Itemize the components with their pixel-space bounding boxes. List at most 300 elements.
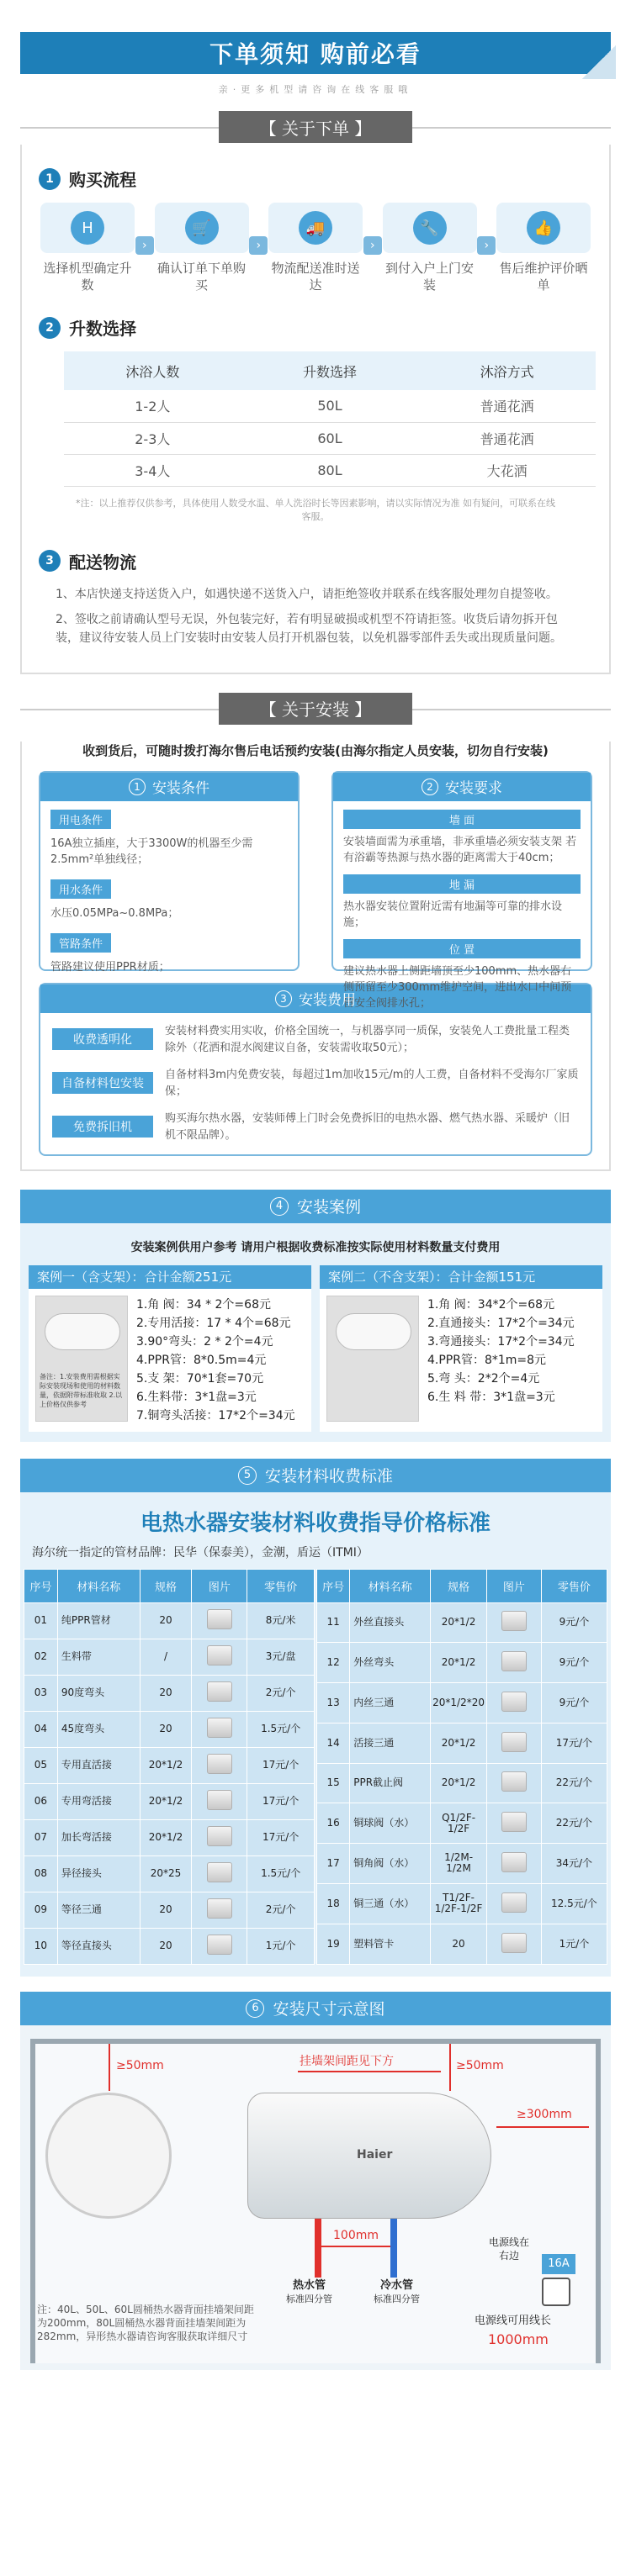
flow-step-box — [155, 203, 249, 253]
cases-list — [20, 1265, 611, 1442]
cart-icon: 🛒 — [185, 211, 219, 245]
table-row — [64, 390, 596, 422]
column-header: 材料名称 — [350, 1569, 431, 1602]
case-item: 6.生料带：3*1盘=3元 — [136, 1390, 257, 1404]
case-item: 4.PPR管：8*1m=8元 — [427, 1353, 547, 1367]
table-row — [317, 1643, 607, 1683]
logistics-paragraph: 1、本店快递支持送货入户，如遇快递不送货入户，请拒绝签收并联系在线客服处理勿自提签收。 — [56, 587, 558, 601]
fee-text: 安装材料费实用实收，价格全国统一，与机器享同一质保，安装免人工费批量工程类除外（花洒和混水阀建议自备，安装需收取50元）； — [165, 1024, 570, 1054]
table-cell: 12 — [317, 1643, 350, 1683]
step-number: 2 — [422, 779, 438, 795]
install-conditions-header — [40, 773, 298, 801]
table-cell: 02 — [24, 1639, 58, 1675]
table-row — [64, 454, 596, 486]
fee-tag: 免费拆旧机 — [52, 1116, 153, 1138]
step-number: 1 — [129, 779, 146, 795]
case-item: 1.角 阀：34*2个=68元 — [427, 1297, 555, 1312]
table-cell: 9元/个 — [541, 1643, 607, 1683]
table-cell: 80L — [241, 454, 419, 486]
pipe-fitting-icon — [501, 1812, 527, 1832]
material-image-cell — [487, 1763, 542, 1803]
dimension-diagram — [20, 2025, 611, 2370]
case-photo — [35, 1296, 128, 1422]
step-number: 2 — [39, 317, 61, 339]
table-header-row — [317, 1569, 607, 1602]
table-cell: 铜三通（水） — [350, 1883, 431, 1924]
material-image-cell — [192, 1928, 247, 1964]
flow-step-label: 选择机型确定升数 — [43, 261, 132, 293]
table-row — [317, 1844, 607, 1884]
wire-side-label: 电源线在右边 — [488, 2236, 529, 2262]
table-cell: 等径三通 — [57, 1892, 140, 1928]
step-title-text: 升数选择 — [69, 319, 136, 339]
table-row — [317, 1803, 607, 1844]
material-image-cell — [192, 1747, 247, 1783]
table-cell: 20*1/2*20 — [431, 1683, 487, 1723]
table-cell: 20*1/2 — [140, 1747, 192, 1783]
table-cell: 19 — [317, 1924, 350, 1964]
table-cell: 20 — [140, 1711, 192, 1747]
purchase-flow — [40, 203, 591, 293]
pipe-fitting-icon — [207, 1898, 232, 1919]
step-title-text: 购买流程 — [69, 170, 136, 190]
dimension-footnote: 注：40L、50L、60L圆桶热水器背面挂墙架间距为200mm，80L圆桶热水器背面挂墙架间距为282mm，异形热水器请咨询客服获取详细尺寸 — [37, 2303, 254, 2342]
heater-image — [45, 1313, 120, 1350]
material-image-cell — [192, 1855, 247, 1892]
pipe-fitting-icon — [207, 1935, 232, 1955]
material-image-cell — [192, 1675, 247, 1711]
pipe-gap-label: 100mm — [333, 2228, 379, 2242]
case-item: 4.PPR管：8*0.5m=4元 — [136, 1353, 267, 1367]
table-row — [24, 1819, 315, 1855]
flow-step-label: 物流配送准时送达 — [271, 261, 360, 293]
condition-text-water: 水压0.05MPa~0.8MPa； — [50, 906, 179, 920]
material-image-cell — [192, 1892, 247, 1928]
table-row — [24, 1639, 315, 1675]
materials-brands: 海尔统一指定的管材品牌：民华（保泰美），金潮，盾运（ITMI） — [32, 1545, 369, 1560]
condition-tag-power: 用电条件 — [50, 810, 111, 829]
table-cell: 2元/个 — [247, 1892, 315, 1928]
pipe-fitting-icon — [207, 1609, 232, 1629]
table-cell: 3元/盘 — [247, 1639, 315, 1675]
table-row — [24, 1675, 315, 1711]
table-cell: PPR截止阀 — [350, 1763, 431, 1803]
pipe-gap-marker — [321, 2246, 390, 2247]
section-number: 6 — [246, 1999, 264, 2018]
top-banner — [20, 32, 611, 74]
table-cell: 专用直活接 — [57, 1747, 140, 1783]
hot-water-pipe — [315, 2219, 321, 2278]
fee-tag: 收费透明化 — [52, 1028, 153, 1050]
table-cell: 16 — [317, 1803, 350, 1844]
materials-table-title: 电热水器安装材料收费指导价格标准 — [140, 1510, 490, 1536]
step-number: 3 — [275, 990, 292, 1007]
banner-corner-decoration — [582, 45, 616, 79]
table-cell: 异径接头 — [57, 1855, 140, 1892]
chevron-right-icon: › — [135, 236, 154, 255]
cold-pipe-title: 冷水管 — [379, 2278, 413, 2292]
wire-length-value: 1000mm — [488, 2331, 549, 2347]
haier-logo-icon: H — [71, 211, 104, 245]
column-header: 升数选择 — [241, 351, 419, 390]
install-section-header — [0, 693, 631, 726]
table-row — [24, 1602, 315, 1639]
table-cell: 50L — [241, 390, 419, 422]
chevron-right-icon: › — [249, 236, 268, 255]
dimensions-header — [20, 1992, 611, 2025]
material-image-cell — [192, 1711, 247, 1747]
table-cell: 1/2M-1/2M — [431, 1844, 487, 1884]
pipe-fitting-icon — [501, 1771, 527, 1792]
case-item: 5.支 架：70*1套=70元 — [136, 1371, 264, 1386]
condition-tag-water: 用水条件 — [50, 879, 111, 899]
fee-row — [52, 1023, 579, 1057]
cases-area — [20, 1223, 611, 1442]
table-cell: 内丝三通 — [350, 1683, 431, 1723]
column-header: 零售价 — [541, 1569, 607, 1602]
materials-table-right — [316, 1569, 607, 1965]
install-conditions-box — [39, 771, 300, 974]
table-cell: 20 — [431, 1924, 487, 1964]
chevron-right-icon: › — [477, 236, 496, 255]
table-cell: 11 — [317, 1602, 350, 1643]
hot-pipe-sub: 标准四分管 — [286, 2293, 332, 2304]
section-number: 5 — [238, 1466, 257, 1485]
table-cell: 纯PPR管材 — [57, 1602, 140, 1639]
case-items — [136, 1296, 295, 1425]
table-cell: 外丝直接头 — [350, 1602, 431, 1643]
material-image-cell — [192, 1783, 247, 1819]
cold-pipe-label — [374, 2279, 420, 2306]
table-cell: Q1/2F-1/2F — [431, 1803, 487, 1844]
install-section-title: 【 关于安装 】 — [219, 693, 412, 725]
order-section-header — [0, 111, 631, 145]
table-cell: 45度弯头 — [57, 1711, 140, 1747]
table-cell: 13 — [317, 1683, 350, 1723]
table-cell: 20*1/2 — [140, 1819, 192, 1855]
table-cell: 专用弯活接 — [57, 1783, 140, 1819]
column-header: 图片 — [192, 1569, 247, 1602]
table-cell: 17元/个 — [247, 1819, 315, 1855]
condition-tag-pipe: 管路条件 — [50, 933, 111, 953]
top-subtitle: 亲·更多机型请咨询在线客服哦 — [218, 84, 413, 95]
case-photo — [326, 1296, 419, 1422]
box-title: 安装费用 — [299, 992, 356, 1009]
capacity-note: *注：以上推荐仅供参考，具体使用人数受水温、单人洗浴时长等因素影响，请以实际情况为准 如有疑问，可联系在线客服。 — [76, 497, 555, 522]
table-cell: 18 — [317, 1883, 350, 1924]
table-cell: 12.5元/个 — [541, 1883, 607, 1924]
pipe-fitting-icon — [207, 1718, 232, 1738]
section-title: 安装材料收费标准 — [264, 1467, 393, 1486]
table-cell: 17元/个 — [247, 1783, 315, 1819]
flow-step — [383, 203, 477, 293]
capacity-title — [39, 315, 609, 340]
fee-text: 购买海尔热水器，安装师傅上门时会免费拆旧的电热水器、燃气热水器、采暖炉（旧机不限品牌）。 — [165, 1111, 570, 1142]
power-socket-icon — [542, 2278, 570, 2306]
table-cell: 活接三通 — [350, 1723, 431, 1763]
table-cell: 9元/个 — [541, 1683, 607, 1723]
table-cell: 20*1/2 — [431, 1763, 487, 1803]
table-header-row — [64, 351, 596, 390]
socket-rating-label: 16A — [542, 2254, 575, 2274]
material-image-cell — [487, 1803, 542, 1844]
column-header: 图片 — [487, 1569, 542, 1602]
pipe-fitting-icon — [501, 1651, 527, 1671]
case-item: 2.直通接头：17*2个=34元 — [427, 1316, 575, 1330]
table-row — [24, 1783, 315, 1819]
case-item: 3.弯通接头：17*2个=34元 — [427, 1334, 575, 1349]
table-cell: 生料带 — [57, 1639, 140, 1675]
thumbs-up-icon: 👍 — [527, 211, 560, 245]
table-header-row — [24, 1569, 315, 1602]
chevron-right-icon: › — [363, 236, 382, 255]
hanger-label: 挂墙架间距见下方 — [300, 2054, 394, 2068]
flow-step-label: 到付入户上门安装 — [384, 261, 474, 293]
pipe-fitting-icon — [207, 1645, 232, 1665]
table-cell: 普通花洒 — [418, 390, 596, 422]
section-number: 4 — [270, 1197, 289, 1216]
table-row — [24, 1855, 315, 1892]
pipe-fitting-icon — [207, 1681, 232, 1702]
table-cell: 1元/个 — [247, 1928, 315, 1964]
table-row — [24, 1711, 315, 1747]
fee-text: 自备材料3m内免费安装，每超过1m加收15元/m的人工费，自备材料不受海尔厂家质保； — [165, 1068, 579, 1098]
table-row — [317, 1602, 607, 1643]
top-gap-marker — [449, 2044, 451, 2091]
table-cell: 17元/个 — [541, 1723, 607, 1763]
logistics-title — [39, 549, 609, 573]
table-cell: 20 — [140, 1675, 192, 1711]
table-cell: 20 — [140, 1892, 192, 1928]
table-cell: 20*1/2 — [431, 1602, 487, 1643]
pipe-fitting-icon — [207, 1826, 232, 1846]
fee-row — [52, 1067, 579, 1101]
heater-image — [336, 1313, 411, 1350]
case-items — [427, 1296, 575, 1422]
table-cell: 60L — [241, 422, 419, 454]
side-right-gap-label: ≥300mm — [517, 2107, 572, 2121]
cases-header — [20, 1190, 611, 1223]
truck-icon: 🚚 — [299, 211, 332, 245]
table-cell: 2-3人 — [64, 422, 241, 454]
pipe-fitting-icon — [501, 1611, 527, 1631]
table-cell: 14 — [317, 1723, 350, 1763]
condition-text-pipe: 管路建议使用PPR材质； — [50, 960, 170, 974]
table-cell: 08 — [24, 1855, 58, 1892]
flow-step — [496, 203, 591, 293]
table-cell: 05 — [24, 1747, 58, 1783]
table-row — [24, 1928, 315, 1964]
flow-step-box — [40, 203, 135, 253]
tools-icon: 🔧 — [413, 211, 447, 245]
pipe-fitting-icon — [501, 1692, 527, 1712]
materials-tables — [20, 1569, 611, 1977]
materials-table-left — [24, 1569, 315, 1965]
wire-length-caption: 电源线可用线长 — [475, 2314, 552, 2327]
table-cell: 10 — [24, 1928, 58, 1964]
step-number: 1 — [39, 168, 61, 190]
table-cell: 塑料管卡 — [350, 1924, 431, 1964]
table-cell: 22元/个 — [541, 1803, 607, 1844]
table-cell: 大花洒 — [418, 454, 596, 486]
table-cell: 34元/个 — [541, 1844, 607, 1884]
material-image-cell — [487, 1643, 542, 1683]
cases-intro: 安装案例供用户参考 请用户根据收费标准按实际使用材料数量支付费用 — [130, 1240, 501, 1254]
install-requirements-box — [331, 771, 592, 1010]
material-image-cell — [487, 1683, 542, 1723]
table-row — [64, 422, 596, 454]
column-header: 序号 — [24, 1569, 58, 1602]
page-root — [0, 32, 631, 2576]
section-title: 安装案例 — [296, 1198, 361, 1217]
table-cell: 铜球阀（水） — [350, 1803, 431, 1844]
table-cell: 20*1/2 — [431, 1643, 487, 1683]
case-head: 案例一（含支架）：合计金额251元 — [29, 1265, 311, 1289]
install-section — [20, 742, 611, 1171]
capacity-table — [64, 351, 596, 487]
top-gap-marker — [109, 2044, 110, 2091]
case-item: 3.90°弯头：2 * 2个=4元 — [136, 1334, 273, 1349]
box-title: 安装条件 — [152, 780, 209, 797]
table-cell: 90度弯头 — [57, 1675, 140, 1711]
table-cell: 04 — [24, 1711, 58, 1747]
side-gap-marker — [496, 2126, 589, 2128]
table-cell: 外丝弯头 — [350, 1643, 431, 1683]
table-cell: 普通花洒 — [418, 422, 596, 454]
order-section — [20, 145, 611, 674]
flow-step-label: 售后维护评价晒单 — [499, 261, 588, 293]
flow-step-label: 确认订单下单购买 — [156, 261, 246, 293]
page-title: 下单须知 购前必看 — [209, 40, 422, 68]
step-number: 3 — [39, 550, 61, 572]
table-cell: 17元/个 — [247, 1747, 315, 1783]
requirement-text-wall: 安装墙面需为承重墙，非承重墙必须安装支架 若有浴霸等热源与热水器的距离需大于40cm； — [343, 835, 577, 864]
materials-area — [20, 1492, 611, 1977]
order-section-title: 【 关于下单 】 — [219, 111, 412, 143]
table-cell: 03 — [24, 1675, 58, 1711]
case-card — [320, 1265, 602, 1432]
table-cell: 20 — [140, 1928, 192, 1964]
pipe-fitting-icon — [501, 1892, 527, 1913]
table-row — [317, 1683, 607, 1723]
fee-tag: 自备材料包安装 — [52, 1072, 153, 1094]
column-header: 规格 — [431, 1569, 487, 1602]
pipe-fitting-icon — [501, 1933, 527, 1953]
table-row — [24, 1747, 315, 1783]
table-row — [317, 1723, 607, 1763]
brand-logo: Haier — [357, 2147, 393, 2162]
case-item: 7.铜弯头活接：17*2个=34元 — [136, 1408, 295, 1423]
table-cell: 09 — [24, 1892, 58, 1928]
table-cell: 20*1/2 — [140, 1783, 192, 1819]
table-cell: 1-2人 — [64, 390, 241, 422]
case-card — [29, 1265, 311, 1432]
table-cell: / — [140, 1639, 192, 1675]
column-header: 沐浴人数 — [64, 351, 241, 390]
hot-pipe-label — [286, 2279, 332, 2306]
table-cell: 9元/个 — [541, 1602, 607, 1643]
table-row — [24, 1892, 315, 1928]
case-item: 5.弯 头：2*2个=4元 — [427, 1371, 540, 1386]
case-head: 案例二（不含支架）：合计金额151元 — [320, 1265, 602, 1289]
flow-step — [155, 203, 249, 293]
column-header: 材料名称 — [57, 1569, 140, 1602]
round-heater-image — [45, 2093, 172, 2219]
case-item: 6.生 料 带：3*1盘=3元 — [427, 1390, 555, 1404]
material-image-cell — [487, 1924, 542, 1964]
case-item: 2.专用活接：17 * 4个=68元 — [136, 1316, 291, 1330]
top-left-gap-label: ≥50mm — [116, 2058, 164, 2072]
case-item: 1.角 阀：34 * 2个=68元 — [136, 1297, 271, 1312]
pipe-fitting-icon — [501, 1732, 527, 1752]
hot-pipe-title: 热水管 — [292, 2278, 326, 2292]
case-body — [29, 1289, 311, 1432]
pipe-fitting-icon — [501, 1852, 527, 1872]
table-row — [317, 1924, 607, 1964]
table-cell: 铜角阀（水） — [350, 1844, 431, 1884]
table-cell: 01 — [24, 1602, 58, 1639]
flow-step-box — [496, 203, 591, 253]
column-header: 沐浴方式 — [418, 351, 596, 390]
requirement-text-position: 建议热水器上侧距墙顶至少100mm、热水器右侧预留至少300mm维护空间，进出水口中间预留安全阀排水孔； — [343, 964, 572, 1010]
table-cell: 3-4人 — [64, 454, 241, 486]
materials-header — [20, 1459, 611, 1492]
table-cell: 8元/米 — [247, 1602, 315, 1639]
material-image-cell — [487, 1844, 542, 1884]
top-right-gap-label: ≥50mm — [456, 2058, 504, 2072]
pipe-fitting-icon — [207, 1862, 232, 1882]
table-cell: 1元/个 — [541, 1924, 607, 1964]
cold-pipe-sub: 标准四分管 — [374, 2293, 420, 2304]
requirement-tag-drain: 地 漏 — [343, 874, 581, 894]
material-image-cell — [487, 1723, 542, 1763]
logistics-paragraph: 2、签收之前请确认型号无误，外包装完好，若有明显破损或机型不符请拒签。收货后请勿拆开包装，建议待安装人员上门安装时由安装人员打开机器包装，以免机器零部件丢失或出现质量问题。 — [56, 612, 562, 645]
case-photo-note: 备注：1.安装费用需根据实际安装现场和使用的材料数量，依据附带标准收取 2.以上价格仅供参考 — [40, 1372, 123, 1408]
table-row — [317, 1763, 607, 1803]
material-image-cell — [192, 1819, 247, 1855]
requirement-tag-wall: 墙 面 — [343, 810, 581, 829]
table-cell: 1.5元/个 — [247, 1711, 315, 1747]
case-body — [320, 1289, 602, 1428]
table-cell: 06 — [24, 1783, 58, 1819]
flow-step — [40, 203, 135, 293]
column-header: 零售价 — [247, 1569, 315, 1602]
requirement-tag-position: 位 置 — [343, 939, 581, 958]
table-cell: 20*25 — [140, 1855, 192, 1892]
pipe-fitting-icon — [207, 1790, 232, 1810]
flow-step-box — [383, 203, 477, 253]
material-image-cell — [192, 1602, 247, 1639]
table-cell: 2元/个 — [247, 1675, 315, 1711]
table-cell: 等径直接头 — [57, 1928, 140, 1964]
table-cell: 20 — [140, 1602, 192, 1639]
table-cell: 20*1/2 — [431, 1723, 487, 1763]
flow-step — [268, 203, 363, 293]
hanger-marker — [298, 2071, 441, 2072]
condition-text-power: 16A独立插座，大于3300W的机器至少需2.5mm²单独线径； — [50, 837, 253, 866]
material-image-cell — [487, 1883, 542, 1924]
box-title: 安装要求 — [445, 780, 502, 797]
table-cell: 加长弯活接 — [57, 1819, 140, 1855]
fee-row — [52, 1111, 579, 1144]
requirement-text-drain: 热水器安装位置附近需有地漏等可靠的排水设施； — [343, 900, 563, 929]
pipe-fitting-icon — [207, 1754, 232, 1774]
install-requirements-header — [333, 773, 591, 801]
column-header: 序号 — [317, 1569, 350, 1602]
material-image-cell — [487, 1602, 542, 1643]
material-image-cell — [192, 1639, 247, 1675]
install-intro: 收到货后，可随时拨打海尔售后电话预约安装(由海尔指定人员安装，切勿自行安装) — [82, 742, 549, 758]
